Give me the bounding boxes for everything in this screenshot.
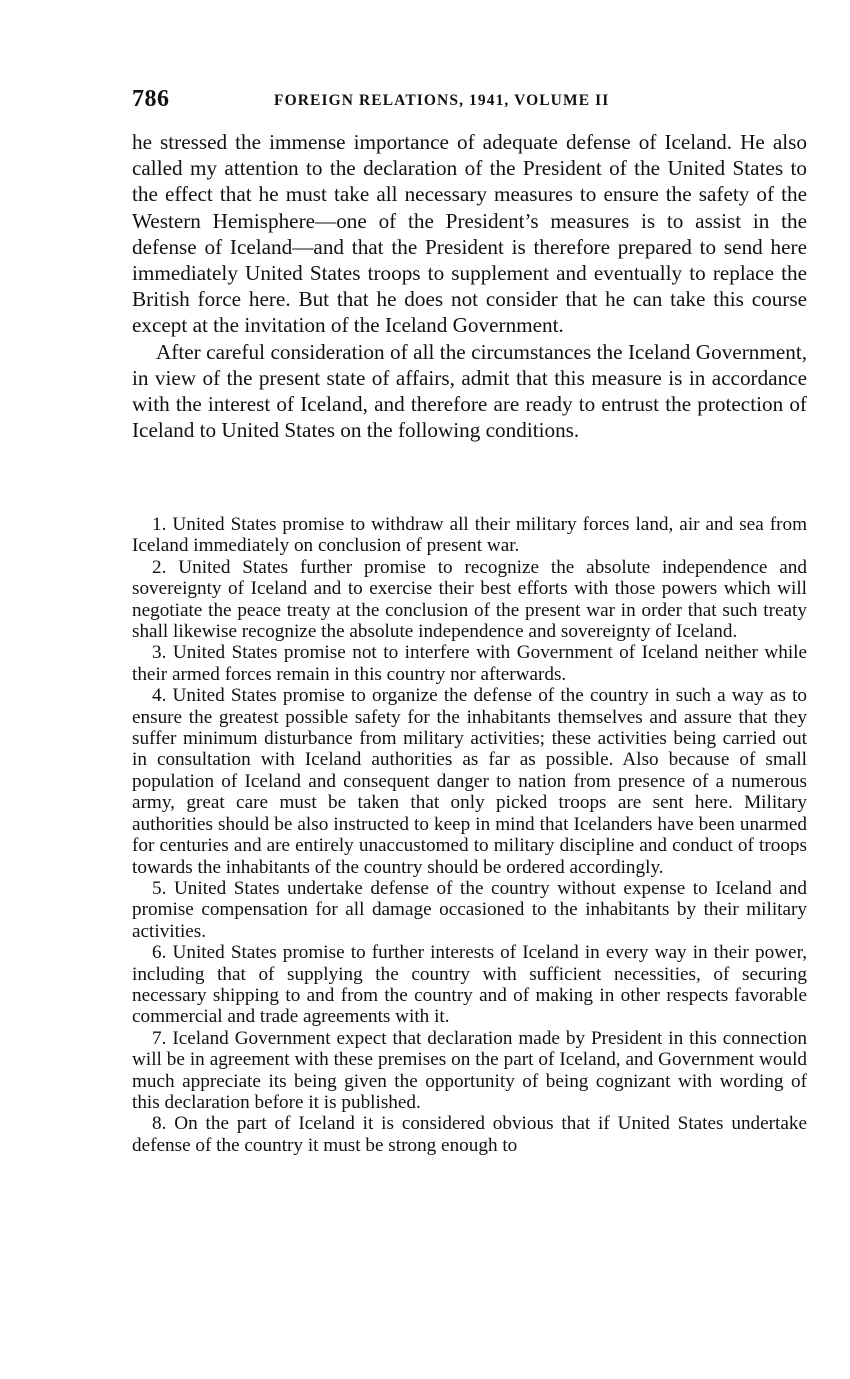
paragraph-iceland-government: After careful consideration of all the circumstances the Iceland Government, in view of the present state of affairs, admit that this measure is in accordance with the interest of Iceland, and therefore are ready to entrust the protection of Iceland to United States on the following conditions. [132,339,807,443]
condition-4: 4. United States promise to organize the defense of the country in such a way as to ensure the greatest possible safety for the inhabitants themselves and assure that they suffer minimum disturbance from military activities; these activities being carried out in consultation with Iceland authorities as far as possible. Also because of small population of Iceland and consequent danger to nation from presence of a numerous army, great care must be taken that only picked troops are sent here. Military authorities should be also instructed to keep in mind that Icelanders have been unarmed for centuries and are entirely unaccustomed to military discipline and conduct of troops towards the inhabitants of the country should be ordered accordingly. [132,685,807,878]
page-number: 786 [132,86,170,112]
condition-7: 7. Iceland Government expect that declaration made by President in this connection will be in agreement with these premises on the part of Iceland, and Government would much appreciate its being given the opportunity of being cognizant with wording of this declaration before it is published. [132,1027,807,1113]
condition-6: 6. United States promise to further interests of Iceland in every way in their power, including that of supplying the country with sufficient necessities, of securing necessary shipping to and from the country and of making in other respects favorable commercial and trade agreements with it. [132,942,807,1028]
page-header [132,86,807,120]
running-head: FOREIGN RELATIONS, 1941, VOLUME II [274,92,610,109]
paragraph-continued: he stressed the immense importance of adequate defense of Iceland. He also called my attention to the declaration of the President of the United States to the effect that he must take all necessary measures to ensure the safety of the Western Hemisphere—one of the President’s measures is to assist in the defense of Iceland—and that the President is therefore prepared to send here immediately United States troops to supplement and eventually to replace the British force here. But that he does not consider that he can take this course except at the invitation of the Iceland Government. [132,130,807,338]
condition-8: 8. On the part of Iceland it is considered obvious that if United States undertake defense of the country it must be strong enough to [132,1113,807,1156]
condition-3: 3. United States promise not to interfere with Government of Iceland neither while their armed forces remain in this country nor afterwards. [132,642,807,685]
condition-2: 2. United States further promise to recognize the absolute independence and sovereignty of Iceland and to exercise their best efforts with those powers which will negotiate the peace treaty at the conclusion of the present war in order that such treaty shall likewise recognize the absolute independence and sovereignty of Iceland. [132,556,807,643]
conditions-list [132,514,807,1156]
condition-1: 1. United States promise to withdraw all their military forces land, air and sea from Iceland immediately on conclusion of present war. [132,514,807,557]
condition-5: 5. United States undertake defense of the country without expense to Iceland and promise compensation for all damage occasioned to the inhabitants by their military activities. [132,877,807,942]
body-text [132,129,807,443]
